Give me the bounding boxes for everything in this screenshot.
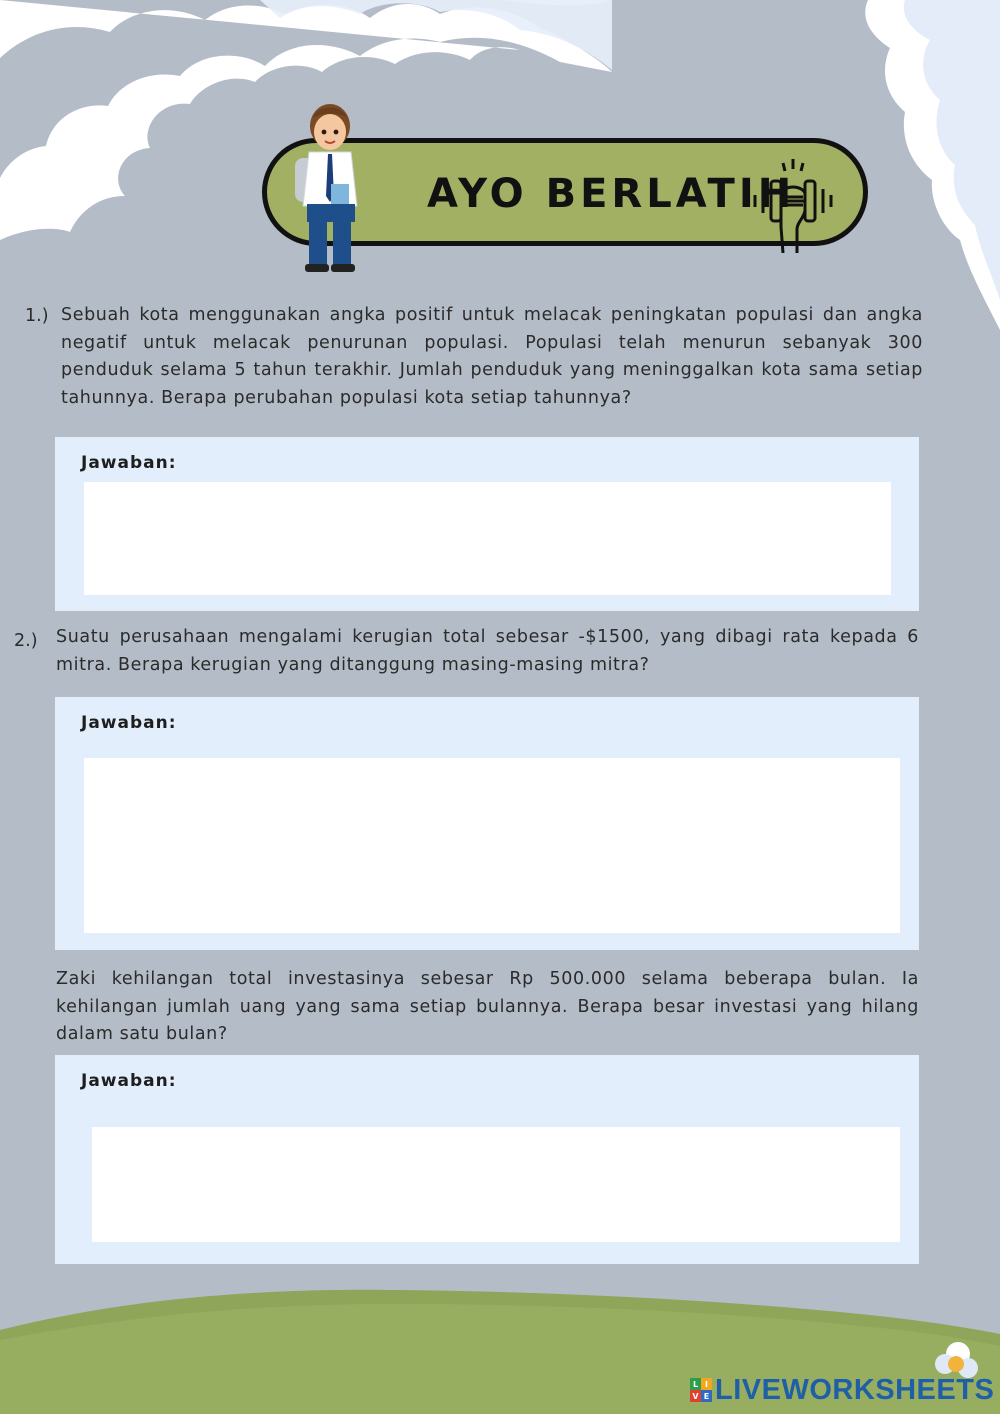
- answer-input-2[interactable]: [84, 758, 900, 933]
- answer-panel-1: [55, 437, 919, 611]
- answer-label-3: Jawaban:: [81, 1071, 177, 1091]
- page-title: AYO BERLATIH: [427, 171, 796, 217]
- dumbbell-fist-icon: [745, 149, 841, 253]
- answer-input-1[interactable]: [84, 482, 891, 595]
- answer-panel-3: [55, 1055, 919, 1264]
- question-2-text: Suatu perusahaan mengalami kerugian total sebesar -$1500, yang dibagi rata kepada 6 mitra. Berapa kerugian yang ditanggung masing-masing mitra?: [56, 627, 919, 675]
- question-3-text: Zaki kehilangan total investasinya sebesar Rp 500.000 selama beberapa bulan. Ia kehilangan jumlah uang yang sama setiap bulannya. Berapa besar investasi yang hilang dalam satu bulan?: [56, 969, 919, 1044]
- student-illustration: [285, 96, 375, 278]
- answer-label-2: Jawaban:: [81, 713, 177, 733]
- liveworksheets-mark-icon: L I V E: [690, 1378, 712, 1402]
- question-1-number: 1.): [25, 306, 49, 326]
- question-2-number: 2.): [14, 631, 38, 651]
- liveworksheets-brand: LIVEWORKSHEETS: [715, 1373, 995, 1406]
- answer-panel-2: [55, 697, 919, 950]
- liveworksheets-logo[interactable]: [690, 1373, 994, 1407]
- answer-label-1: Jawaban:: [81, 453, 177, 473]
- question-1-text: Sebuah kota menggunakan angka positif untuk melacak peningkatan populasi dan angka negatif untuk melacak penurunan populasi. Populasi telah menurun sebanyak 300 penduduk selama 5 tahun terakhir. Jumlah penduduk yang meninggalkan kota sama setiap tahunnya. Berapa perubahan populasi kota setiap tahunnya?: [61, 305, 923, 408]
- answer-input-3[interactable]: [92, 1127, 900, 1242]
